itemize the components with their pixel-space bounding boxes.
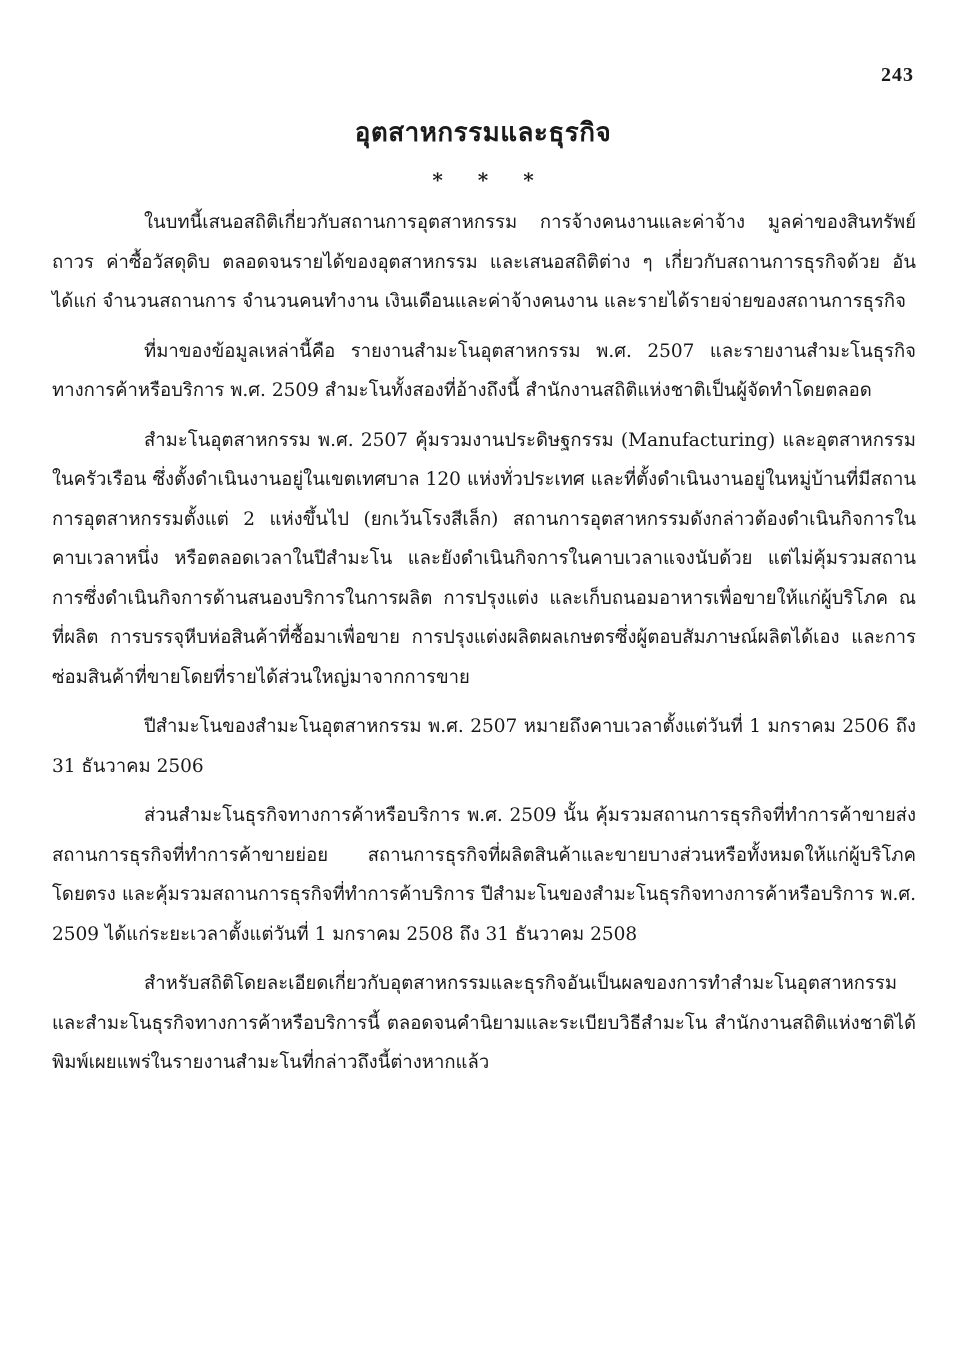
paragraph-business-census: ส่วนสำมะโนธุรกิจทางการค้าหรือบริการ พ.ศ. 2509 นั้น คุ้มรวมสถานการธุรกิจที่ทำการค้าขายส่ง สถานการธุรกิจที่ทำการค้าขายย่อย สถานการธุรกิจที่ผลิตสินค้าและขายบางส่วนหรือทั้งหมดให้แก่ผู้บริโภคโดยตรง และคุ้มรวมสถานการธุรกิจที่ทำการค้าบริการ ปีสำมะโนของสำมะโนธุรกิจทางการค้าหรือบริการ พ.ศ. 2509 ได้แก่ระยะเวลาตั้งแต่วันที่ 1 มกราคม 2508 ถึง 31 ธันวาคม 2508 (52, 805, 916, 945)
paragraph-industrial-census-scope: สำมะโนอุตสาหกรรม พ.ศ. 2507 คุ้มรวมงานประดิษฐกรรม (Manufacturing) และอุตสาหกรรมในครัวเรือน ซึ่งตั้งดำเนินงานอยู่ในเขตเทศบาล 120 แห่งทั่วประเทศ และที่ตั้งดำเนินงานอยู่ในหมู่บ้านที่มีสถานการอุตสาหกรรมตั้งแต่ 2 แห่งขึ้นไป (ยกเว้นโรงสีเล็ก) สถานการอุตสาหกรรมดังกล่าวต้องดำเนินกิจการในคาบเวลาหนึ่ง หรือตลอดเวลาในปีสำมะโน และยังดำเนินกิจการในคาบเวลาแจงนับด้วย แต่ไม่คุ้มรวมสถานการซึ่งดำเนินกิจการด้านสนองบริการในการผลิต การปรุงแต่ง และเก็บถนอมอาหารเพื่อขายให้แก่ผู้บริโภค ณ ที่ผลิต การบรรจุหีบห่อสินค้าที่ซื้อมาเพื่อขาย การปรุงแต่งผลิตผลเกษตรซึ่งผู้ตอบสัมภาษณ์ผลิตได้เอง และการซ่อมสินค้าที่ขายโดยที่รายได้ส่วนใหญ่มาจากการขาย (52, 429, 916, 688)
page-title: อุตสาหกรรมและธุรกิจ (354, 118, 612, 148)
paragraph-intro: ในบทนี้เสนอสถิติเกี่ยวกับสถานการอุตสาหกรรม การจ้างคนงานและค่าจ้าง มูลค่าของสินทรัพย์ถาวร ค่าซื้อวัสดุดิบ ตลอดจนรายได้ของอุตสาหกรรม และเสนอสถิติต่าง ๆ เกี่ยวกับสถานการธุรกิจด้วย อันได้แก่ จำนวนสถานการ จำนวนคนทำงาน เงินเดือนและค่าจ้างคนงาน และรายได้รายจ่ายของสถานการธุรกิจ (52, 212, 916, 312)
body-text (52, 203, 916, 1093)
paragraph-further-details: สำหรับสถิติโดยละเอียดเกี่ยวกับอุตสาหกรรมและธุรกิจอันเป็นผลของการทำสำมะโนอุตสาหกรรมและสำมะโนธุรกิจทางการค้าหรือบริการนี้ ตลอดจนคำนิยามและระเบียบวิธีสำมะโน สำนักงานสถิติแห่งชาติได้พิมพ์เผยแพร่ในรายงานสำมะโนที่กล่าวถึงนี้ต่างหากแล้ว (52, 973, 916, 1073)
paragraph-industrial-census-year: ปีสำมะโนของสำมะโนอุตสาหกรรม พ.ศ. 2507 หมายถึงคาบเวลาตั้งแต่วันที่ 1 มกราคม 2506 ถึง 31 ธันวาคม 2506 (52, 716, 916, 777)
paragraph-data-sources: ที่มาของข้อมูลเหล่านี้คือ รายงานสำมะโนอุตสาหกรรม พ.ศ. 2507 และรายงานสำมะโนธุรกิจทางการค้าหรือบริการ พ.ศ. 2509 สำมะโนทั้งสองที่อ้างถึงนี้ สำนักงานสถิติแห่งชาติเป็นผู้จัดทำโดยตลอด (52, 340, 916, 401)
page-number: 243 (881, 64, 914, 86)
section-separator: * * * (432, 168, 534, 192)
